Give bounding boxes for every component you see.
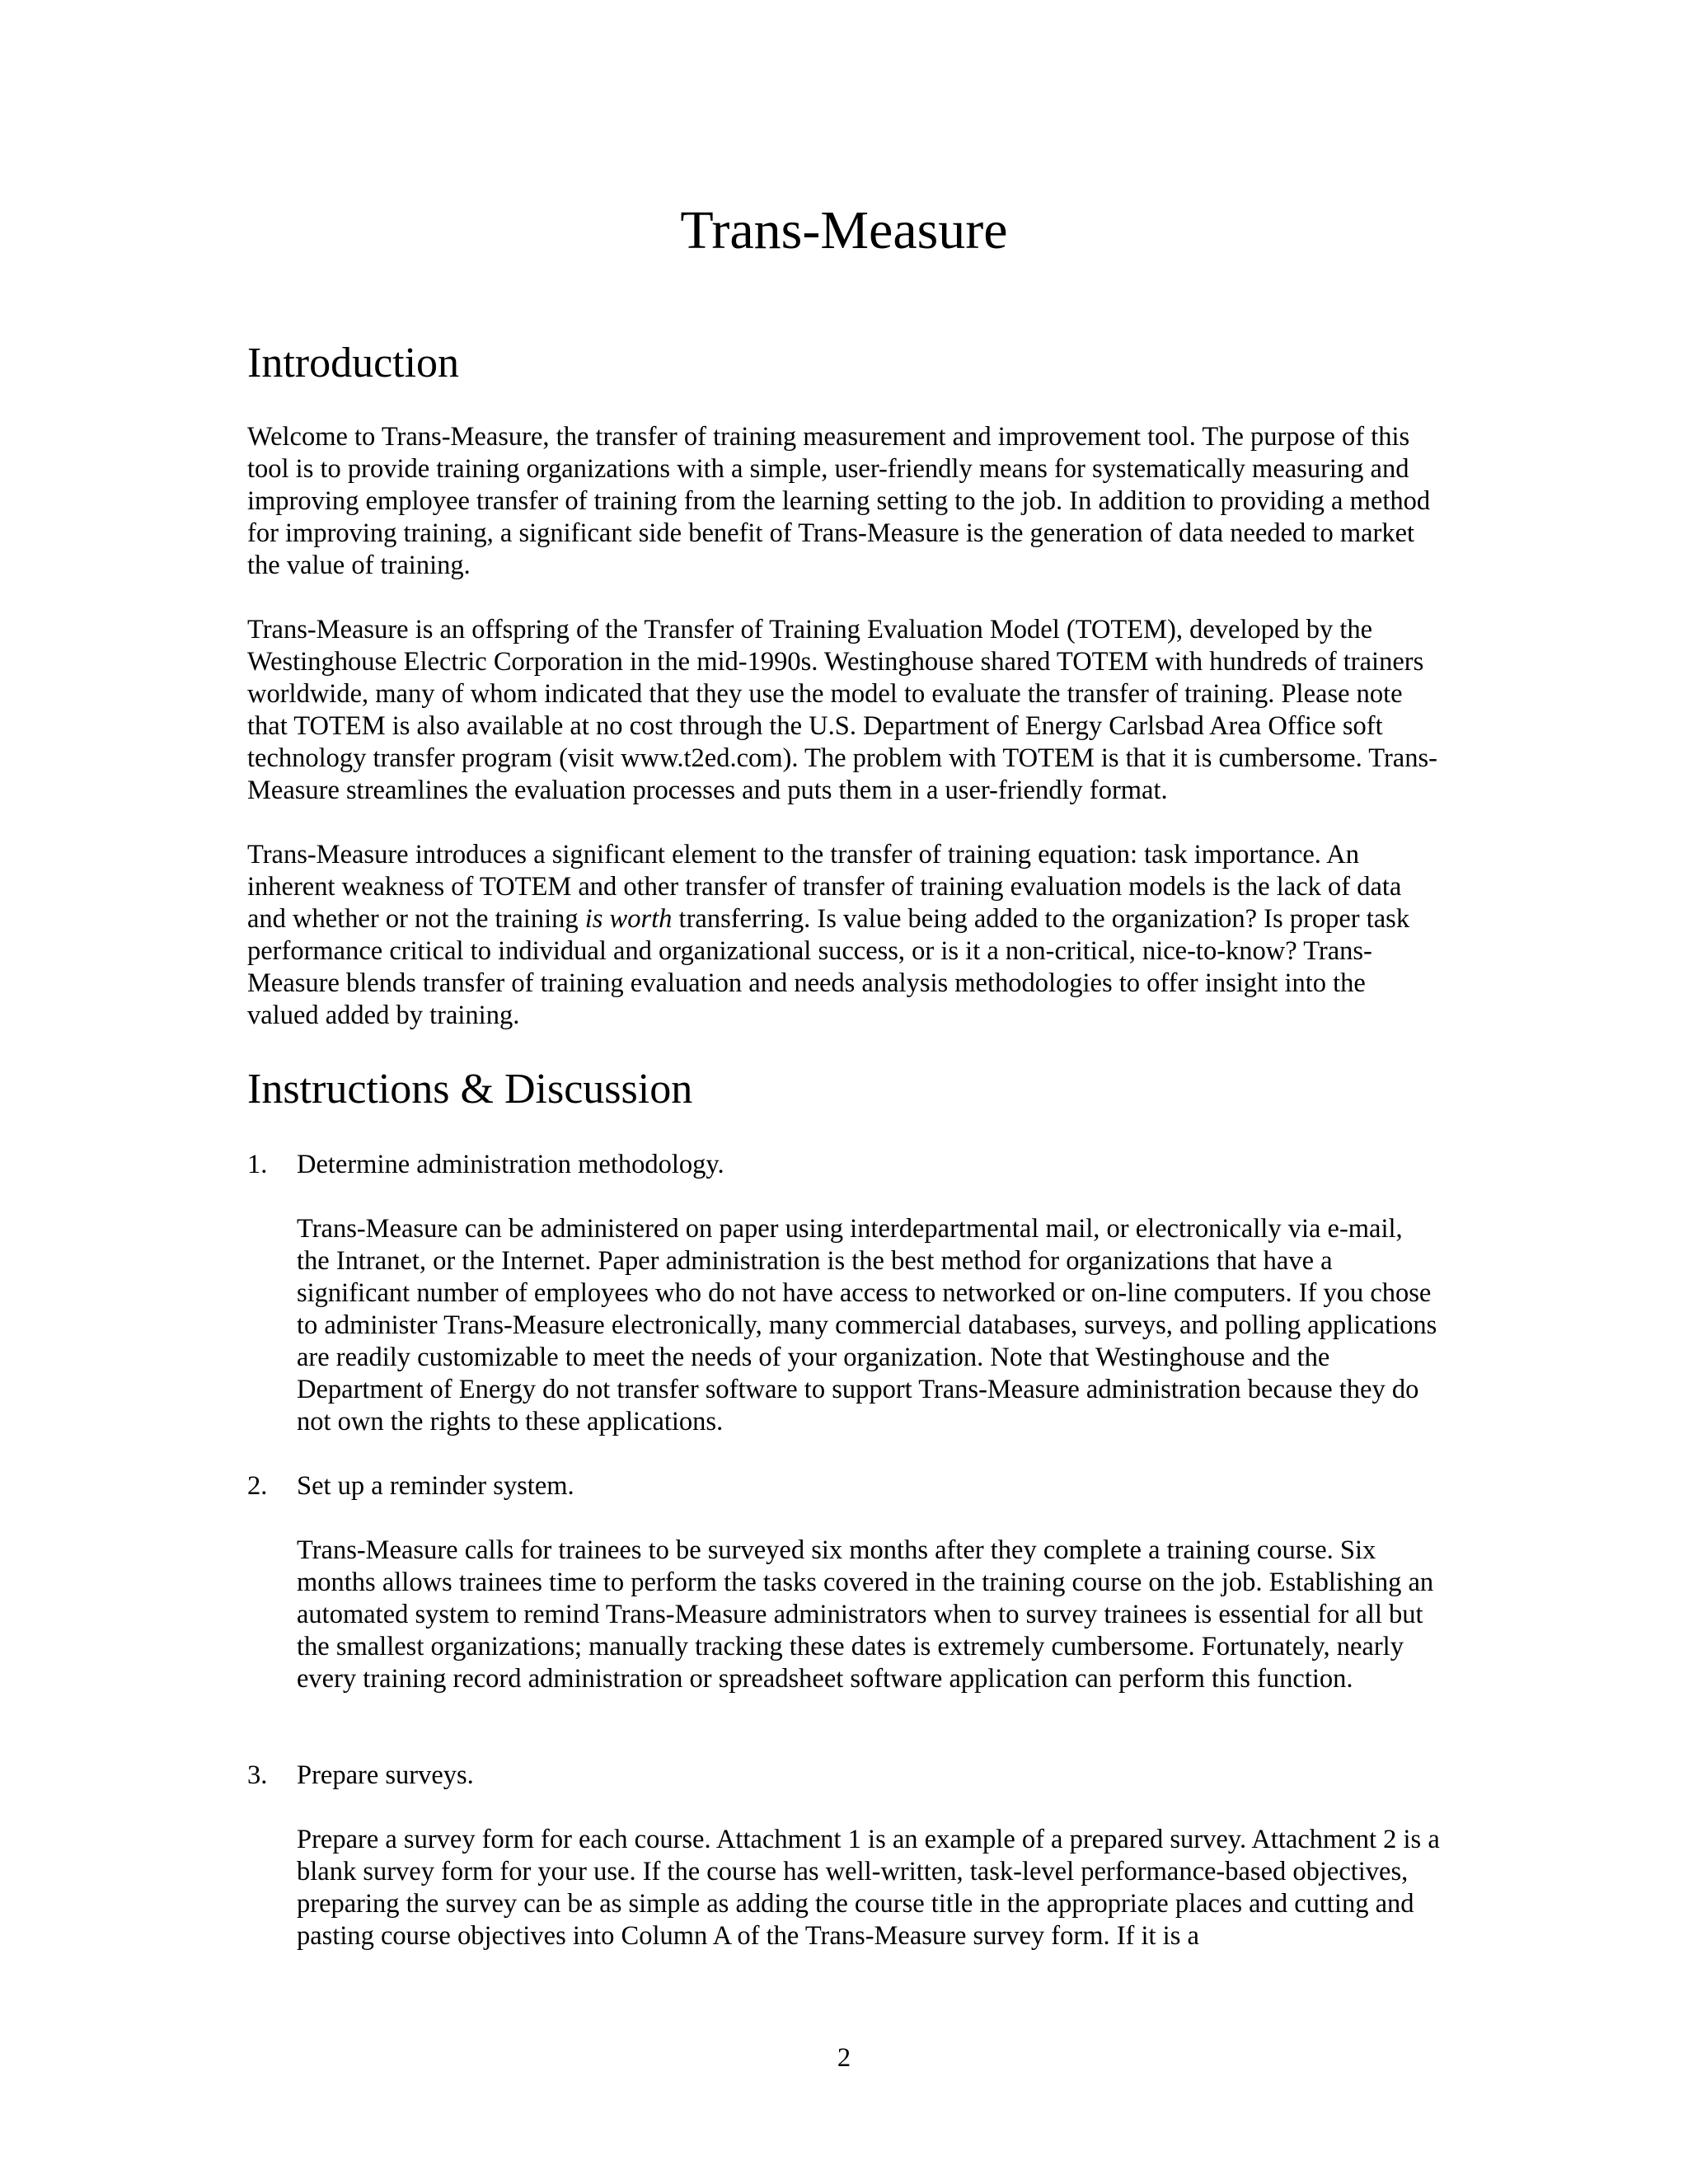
list-item-title: Determine administration methodology.: [297, 1150, 724, 1179]
list-item-number: 2.: [247, 1471, 268, 1501]
list-item-3-body: Prepare a survey form for each course. Attachment 1 is an example of a prepared survey. Attachment 2 is a blank survey form for your use. If the course has well-written, task-level performance-based objectives, preparing the survey can be as simple as adding the course title in the appropriate places and cutting and pasting course objectives into Column A of the Trans-Measure survey form. If it is a: [297, 1825, 1440, 1951]
intro-p3-text-end: transferring. Is value being added to the organization? Is proper task performance critical to individual and organizational success, or is it a non-critical, nice-to-know? Trans-Measure blends transfer of training evaluation and needs analysis methodologies to offer insight into the valued added by training.: [247, 904, 1410, 1030]
list-item-1-body: Trans-Measure can be administered on paper using interdepartmental mail, or electronically via e-mail, the Intranet, or the Internet. Paper administration is the best method for organizations that have a significant number of employees who do not have access to networked or on-line computers. If you chose to administer Trans-Measure electronically, many commercial databases, surveys, and polling applications are readily customizable to meet the needs of your organization. Note that Westinghouse and the Department of Energy do not transfer software to support Trans-Measure administration because they do not own the rights to these applications.: [297, 1214, 1437, 1436]
list-item-title: Set up a reminder system.: [297, 1471, 574, 1501]
intro-paragraph-2: Trans-Measure is an offspring of the Transfer of Training Evaluation Model (TOTEM), developed by the Westinghouse Electric Corporation in the mid-1990s. Westinghouse shared TOTEM with hundreds of trainers worldwide, many of whom indicated that they use the model to evaluate the transfer of training. Please note that TOTEM is also available at no cost through the U.S. Department of Energy Carlsbad Area Office soft technology transfer program (visit www.t2ed.com). The problem with TOTEM is that it is cumbersome. Trans-Measure streamlines the evaluation processes and puts them in a user-friendly format.: [247, 615, 1437, 805]
intro-p3-emphasis: is worth: [584, 904, 673, 934]
section-heading-introduction: Introduction: [247, 340, 460, 387]
intro-paragraph-1: Welcome to Trans-Measure, the transfer of training measurement and improvement tool. The purpose of this tool is to provide training organizations with a simple, user-friendly means for systematically measuring and improving employee transfer of training from the learning setting to the job. In addition to providing a method for improving training, a significant side benefit of Trans-Measure is the generation of data needed to market the value of training.: [247, 422, 1431, 580]
page-number: 2: [837, 2043, 851, 2073]
page-title: Trans-Measure: [680, 200, 1008, 260]
intro-p3-text-start: Trans-Measure introduces a significant element to the transfer of training equation: task importance. An inherent weakness of TOTEM and other transfer of transfer of training evaluation models is the lack of data and whether or not the training: [247, 840, 1402, 934]
list-item-title: Prepare surveys.: [297, 1760, 474, 1790]
list-item-number: 3.: [247, 1760, 268, 1790]
section-heading-instructions: Instructions & Discussion: [247, 1066, 693, 1113]
intro-paragraph-3: [247, 839, 1441, 1032]
list-item-number: 1.: [247, 1150, 268, 1179]
list-item-2-body: Trans-Measure calls for trainees to be surveyed six months after they complete a training course. Six months allows trainees time to perform the tasks covered in the training course on the job. Establishing an automated system to remind Trans-Measure administrators when to survey trainees is essential for all but the smallest organizations; manually tracking these dates is extremely cumbersome. Fortunately, nearly every training record administration or spreadsheet software application can perform this function.: [297, 1535, 1434, 1694]
